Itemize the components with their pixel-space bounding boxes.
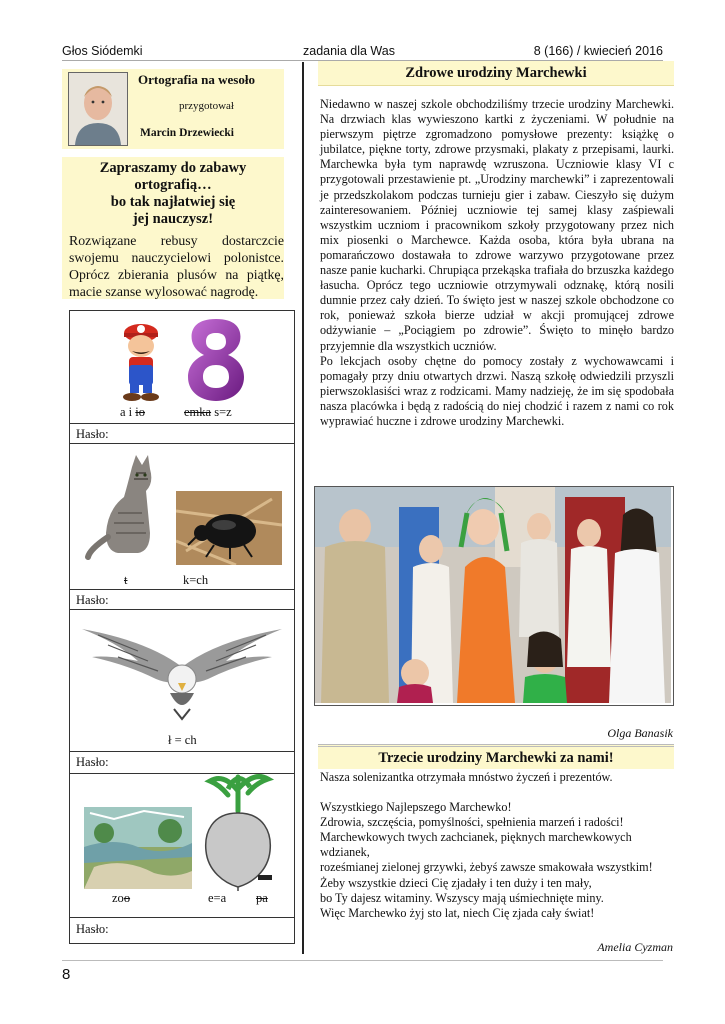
column-divider (302, 62, 304, 954)
article1-title: Zdrowe urodziny Marchewki (318, 61, 674, 86)
footer-divider (62, 960, 663, 961)
header-issue-date: 8 (166) / kwiecień 2016 (533, 44, 663, 58)
page-number: 8 (62, 966, 71, 983)
rebus-table: a i io emka s=z Hasło: t k=ch Hasło: ł = ch Hasło: zoo e=a pa Hasło: (69, 310, 295, 944)
article1-author: Olga Banasik (607, 726, 673, 740)
beetle-image (176, 491, 282, 565)
poem-line: Zdrowia, szczęścia, pomyślności, spełnienia marzeń i radości! (320, 815, 624, 830)
article2-body: Nasza solenizantka otrzymała mnóstwo życzeń i prezentów. Wszystkiego Najlepszego Marchewko! Zdrowia, szczęścia, pomyślności, spełnienia marzeń i radości! Marchewkowych twych zachcianek, pięknych marchewkowych wdzianek, roześmianej zielonej grzywki, żebyś zawsze smakowała wszystkim! Żeby wszystkie dzieci Cię zjadały i ten duży i ten mały, bo Ty dajesz witaminy. Wszyscy mają uśmiechnięte miny. Więc Marchewko żyj sto lat, niech Cię zjada cały świat! (320, 770, 676, 921)
answer-label: Hasło: (76, 427, 109, 441)
poem-line: Więc Marchewko żyj sto lat, niech Cię zjada cały świat! (320, 905, 595, 920)
birthday-photo (314, 486, 674, 706)
invite-heading: Zapraszamy do zabawy ortografią… bo tak najłatwiej się jej nauczysz! (99, 160, 247, 227)
author-portrait (68, 72, 128, 146)
answer-label: Hasło: (76, 755, 109, 769)
article1-body: Niedawno w naszej szkole obchodziliśmy trzecie urodziny Marchewki. Na drzwiach klas wywieszono kartki z życzeniami. W południe na pierwszym piętrze zgromadzono pomysłowe prezenty: książkę o jubilatce, piękne torty, zdrowe przysmaki, plakaty z przepisami, laurki. Marchewka była tym naprawdę wzruszona. Uczniowie klasy VI c przygotowali przestawienie pt. „Urodziny marchewki” i zaprezentowali je przedszkolakom podczas turnieju gier i zabaw. Cieszyło się dużym zainteresowaniem. Później uczniowie tej samej klasy zaśpiewali wszystkim uczniom i pracownikom szkoły przygotowany przez nich mix piosenki o Marchewce. Każda osoba, która była ubrana na pomarańczowo dostawała to zdrowe warzywo przygotowane przez nasze panie kucharki. Chrupiąca przekąska trafiała do brzuszka każdego łasucha. Oprócz tego uczniowie otrzymywali odznakę, którą nosili dumnie przez cały dzień. To święto jest w naszej szkole obchodzone co rok, ponieważ szkoła bierze udział w akcji promującej zdrowe odżywianie – „Pociągiem po zdrowie”. Święto to minęło bardzo przyjemnie dla wszystkich uczniów. Po lekcjach osoby chętne do pomocy zostały z wychowawcami i pomagały przy dniu otwartych drzwi. Naszą szkołę odwiedzili przyszli pierwszoklasiści wraz z rodzicami. Mamy nadzieję, że im się spodobała nasza placówka i będą z radością do niej chodzić i razem z nami co rok wyprawiać huczne i zdrowe urodziny Marchewki. (320, 97, 674, 428)
poem-line: Marchewkowych twych zachcianek, pięknych marchewkowych wdzianek, (320, 830, 632, 860)
intro-title: Ortografia na wesoło (138, 72, 255, 87)
article2-title: Trzecie urodziny Marchewki za nami! (318, 744, 674, 769)
poem-line: roześmianej zielonej grzywki, żebyś zawsze smakowała wszystkim! (320, 860, 653, 875)
intro-author: Marcin Drzewiecki (140, 127, 234, 139)
header-magazine-name: Głos Siódemki (62, 44, 143, 58)
poem-line: Wszystkiego Najlepszego Marchewko! (320, 800, 512, 815)
mario-image (110, 313, 172, 401)
article2-author: Amelia Cyzman (597, 940, 673, 954)
answer-label: Hasło: (76, 593, 109, 607)
cat-image (84, 453, 164, 561)
beet-image (198, 771, 278, 891)
intro-prepared-label: przygotował (179, 100, 234, 112)
zoo-image (84, 807, 192, 889)
answer-label: Hasło: (76, 922, 109, 936)
poem-line: bo Ty dajesz witaminy. Wszyscy mają uśmiechnięte miny. (320, 890, 604, 905)
eagle-image (78, 621, 286, 721)
invite-body: Rozwiązane rebusy dostarczcie swojemu nauczycielowi polonistce. Oprócz zbierania plusów na piątkę, macie szanse wylosować nagrodę. (69, 233, 284, 299)
number-eight-image (180, 315, 252, 403)
header-section-name: zadania dla Was (303, 44, 395, 58)
poem-line: Żeby wszystkie dzieci Cię zjadały i ten duży i ten mały, (320, 875, 592, 890)
